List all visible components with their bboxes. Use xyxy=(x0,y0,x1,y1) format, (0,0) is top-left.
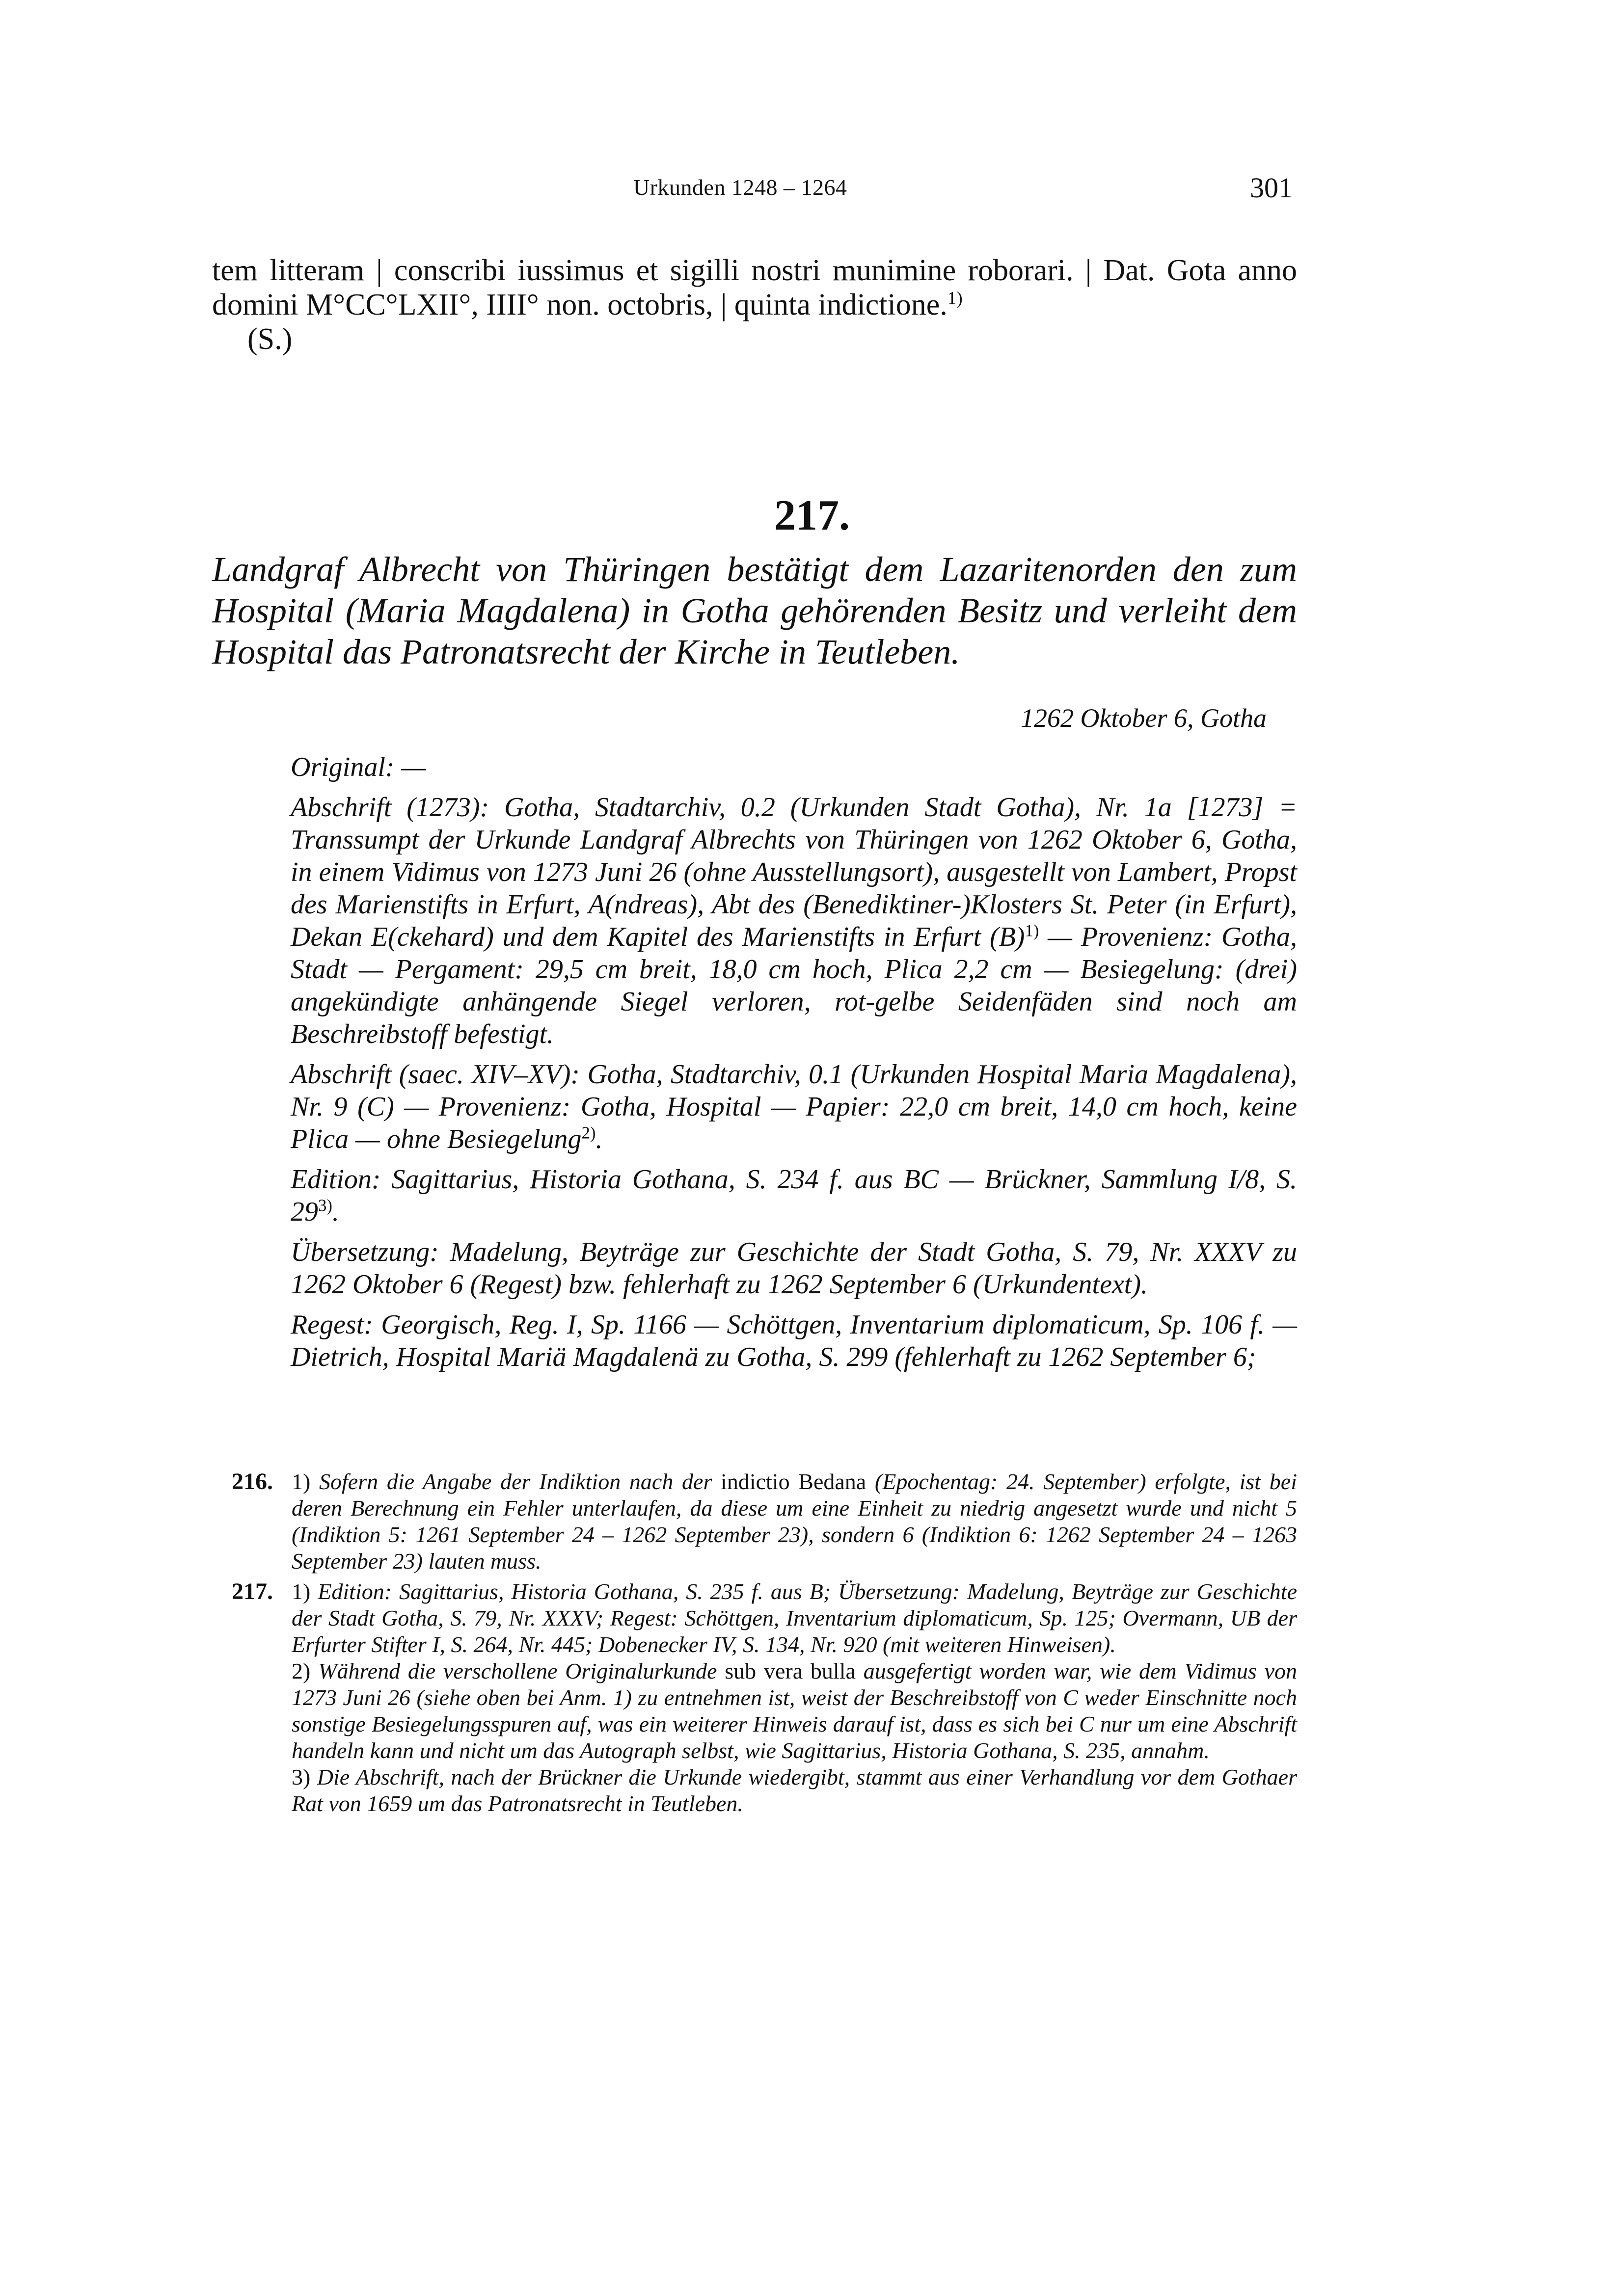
abschrift-xiv-text: Abschrift (saec. XIV–XV): Gotha, Stadtarchiv, 0.1 (Urkunden Hospital Maria Magdalena), Nr. 9 (C) — Provenienz: Gotha, Hospital — Papier: 22,0 cm breit, 14,0 cm hoch, keine Plica — ohne Besiegelung xyxy=(291,1059,1297,1154)
footnote-217-2 xyxy=(292,1658,1297,1764)
continuation-text xyxy=(212,253,1297,356)
footnote-marker: 2) xyxy=(292,1658,311,1683)
abschrift-xiv-entry xyxy=(291,1058,1297,1155)
edition-text-cont: . xyxy=(332,1197,339,1227)
footnote-216-1 xyxy=(292,1468,1297,1575)
abschrift-1273-text-cont: — Provenienz: Gotha, Stadt — Pergament: 29,5 cm breit, 18,0 cm hoch, Plica 2,2 cm — Besiegelung: (drei) angekündigte anhängende Siegel verloren, rot-gelbe Seidenfäden sind noch am Beschreibstoff befestigt. xyxy=(291,922,1297,1049)
page-number: 301 xyxy=(1250,172,1293,204)
footnote-ref: 1) xyxy=(1025,921,1039,940)
document-dateline: 1262 Oktober 6, Gotha xyxy=(1021,703,1267,733)
footnote-text-upright: indictio Bedana xyxy=(721,1469,866,1494)
abschrift-xiv-text-cont: . xyxy=(595,1124,603,1154)
footnote-marker: 1) xyxy=(292,1579,311,1604)
uebersetzung-entry: Übersetzung: Madelung, Beyträge zur Geschichte der Stadt Gotha, S. 79, Nr. XXXV zu 1262 Oktober 6 (Regest) bzw. fehlerhaft zu 1262 September 6 (Urkundentext). xyxy=(291,1237,1297,1300)
footnote-ref: 2) xyxy=(581,1123,596,1143)
footnote-marker: 3) xyxy=(292,1764,311,1789)
footnote-text: Edition: Sagittarius, Historia Gothana, S. 235 f. aus B; Übersetzung: Madelung, Beyträge zur Geschichte der Stadt Gotha, S. 79, Nr. XXXV; Regest: Schöttgen, Inventarium diplomaticum, Sp. 125; Overmann, UB der Erfurter Stifter I, S. 264, Nr. 445; Dobenecker IV, S. 134, Nr. 920 (mit weiteren Hinweisen). xyxy=(292,1579,1298,1657)
footnote-group-number: 216. xyxy=(232,1468,273,1495)
footnote-text: Die Abschrift, nach der Brückner die Urkunde wiedergibt, stammt aus einer Verhandlung vor dem Gothaer Rat von 1659 um das Patronatsrecht in Teutleben. xyxy=(292,1764,1297,1816)
footnote-group-217 xyxy=(232,1578,1297,1817)
original-entry: Original: — xyxy=(291,752,426,782)
footnote-group-216 xyxy=(232,1468,1297,1575)
edition-entry xyxy=(291,1163,1297,1228)
footnotes xyxy=(232,1468,1297,1821)
witness-apparatus xyxy=(291,751,1297,1381)
footnote-217-3 xyxy=(292,1764,1297,1817)
page-header xyxy=(0,174,1624,209)
footnote-text: Während die verschollene Originalurkunde xyxy=(318,1658,717,1683)
footnote-ref: 1) xyxy=(947,288,963,309)
continuation-body: tem litteram | conscribi iussimus et sigilli nostri munimine roborari. | Dat. Gota anno domini M°CC°LXII°, IIII° non. octobris, | quinta indictione. xyxy=(212,254,1297,321)
footnote-group-number: 217. xyxy=(232,1578,273,1604)
abschrift-1273-text: Abschrift (1273): Gotha, Stadtarchiv, 0.2 (Urkunden Stadt Gotha), Nr. 1a [1273] = Transsumpt der Urkunde Landgraf Albrechts von Thüringen von 1262 Oktober 6, Gotha, in einem Vidimus von 1273 Juni 26 (ohne Ausstellungsort), ausgestellt von Lambert, Propst des Marienstifts in Erfurt, A(ndreas), Abt des (Benediktiner-)Klosters St. Peter (in Erfurt), Dekan E(ckehard) und dem Kapitel des Marienstifts in Erfurt (B) xyxy=(291,792,1297,952)
footnote-text-cont: ausgefertigt worden war, wie dem Vidimus von 1273 Juni 26 (siehe oben bei Anm. 1) zu entnehmen ist, weist der Beschreibstoff von C weder Einschnitte noch sonstige Besiegelungsspuren auf, was ein weiterer Hinweis darauf ist, dass es sich bei C nur um eine Abschrift handeln kann und nicht um das Autograph selbst, wie Sagittarius, Historia Gothana, S. 235, annahm. xyxy=(292,1658,1298,1763)
regest-entry: Regest: Georgisch, Reg. I, Sp. 1166 — Schöttgen, Inventarium diplomaticum, Sp. 106 f. — Dietrich, Hospital Mariä Magdalenä zu Gotha, S. 299 (fehlerhaft zu 1262 September 6; xyxy=(291,1309,1297,1372)
footnote-text-cont: (Epochentag: 24. September) erfolgte, ist bei deren Berechnung ein Fehler unterlaufen, da diese um eine Einheit zu niedrig angesetzt wurde und nicht 5 (Indiktion 5: 1261 September 24 – 1262 September 23), sondern 6 (Indiktion 6: 1262 September 24 – 1263 September 23) lauten muss. xyxy=(292,1469,1297,1574)
footnote-text: Sofern die Angabe der Indiktion nach der xyxy=(319,1469,712,1494)
footnote-marker: 1) xyxy=(292,1469,311,1494)
continuation-paragraph xyxy=(212,253,1297,322)
footnote-ref: 3) xyxy=(318,1196,332,1215)
footnote-text-upright: sub vera bulla xyxy=(725,1658,856,1683)
footnote-217-1 xyxy=(292,1578,1297,1658)
seal-mark: (S.) xyxy=(247,322,293,356)
edition-text: Edition: Sagittarius, Historia Gothana, S. 234 f. aus BC — Brückner, Sammlung I/8, S. 29 xyxy=(291,1164,1297,1227)
document-number: 217. xyxy=(774,492,850,539)
running-head: Urkunden 1248 – 1264 xyxy=(633,175,847,200)
abschrift-1273-entry xyxy=(291,791,1297,1050)
document-regest: Landgraf Albrecht von Thüringen bestätigt dem Lazaritenorden den zum Hospital (Maria Magdalena) in Gotha gehörenden Besitz und verleiht dem Hospital das Patronatsrecht der Kirche in Teutleben. xyxy=(212,550,1297,671)
